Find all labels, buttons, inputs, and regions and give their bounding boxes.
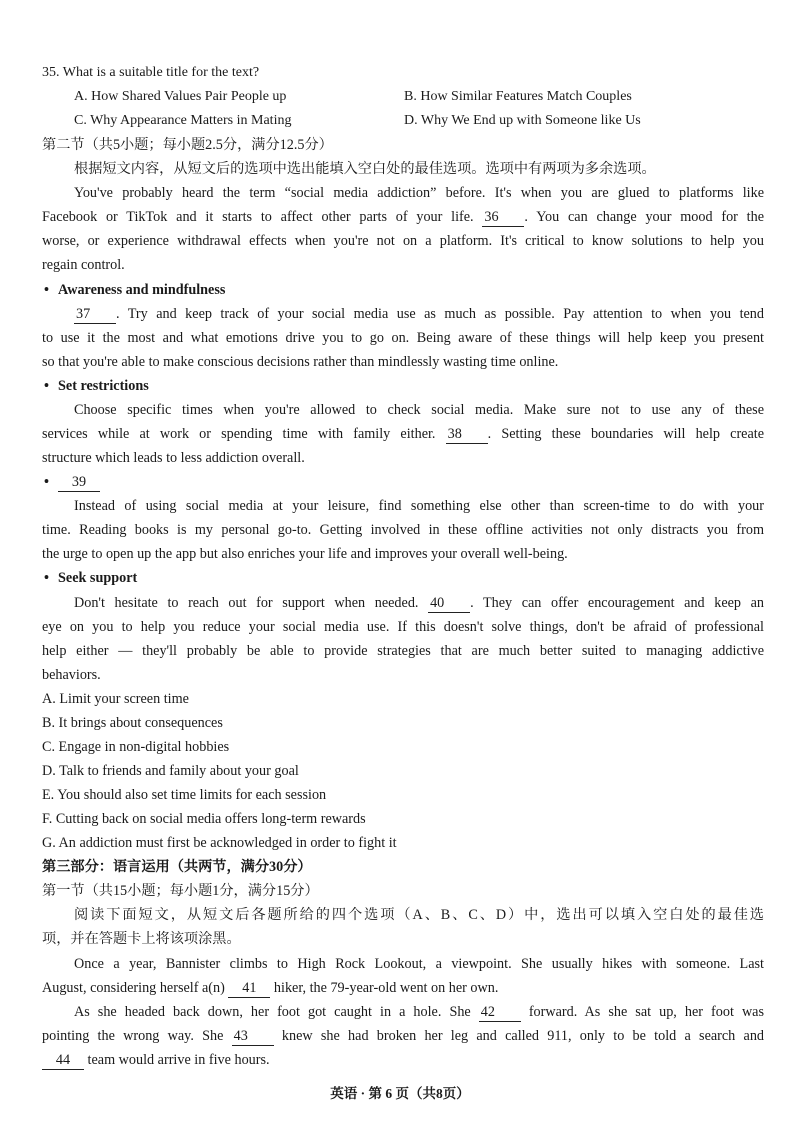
blank-43[interactable]: 43: [232, 1027, 274, 1046]
blank-36[interactable]: 36: [482, 208, 524, 227]
cloze-line-3: [74, 1003, 764, 1022]
subheading-awareness: [44, 281, 225, 299]
cloze-line-5: [42, 1051, 270, 1070]
blank-37[interactable]: 37: [74, 305, 116, 324]
section-2-instruction: 根据短文内容，从短文后的选项中选出能填入空白处的最佳选项。选项中有两项为多余选项。: [74, 161, 656, 177]
cloze-line-3-text-b: forward. As she sat up, her foot was: [528, 1004, 765, 1020]
part-3-instruction-line-2: 项，并在答题卡上将该项涂黑。: [42, 931, 241, 947]
paragraph-5-line-1-text-a: Don't hesitate to reach out for support when needed.: [74, 595, 419, 611]
part-3-instruction-line-1: 阅读下面短文，从短文后各题所给的四个选项（A、B、C、D）中，选出可以填入空白处的最佳选: [74, 907, 764, 923]
blank-42[interactable]: 42: [479, 1003, 521, 1022]
option-f: F. Cutting back on social media offers long-term rewards: [42, 811, 366, 827]
paragraph-5-line-3: help either — they'll probably be able to provide strategies that are much better suited to managing addictive: [42, 643, 764, 659]
subheading-restrictions-text: Set restrictions: [58, 378, 149, 394]
page-footer: 英语 · 第 6 页（共8页）: [330, 1086, 470, 1101]
paragraph-2-line-3: so that you're able to make conscious decisions rather than mindlessly wasting time online.: [42, 354, 559, 370]
part-3-subheading: 第一节（共15小题；每小题1分，满分15分）: [42, 883, 319, 899]
paragraph-3-line-3: structure which leads to less addiction overall.: [42, 450, 305, 466]
question-35-option-b: B. How Similar Features Match Couples: [404, 89, 632, 104]
section-2-heading: 第二节（共5小题；每小题2.5分，满分12.5分）: [42, 137, 333, 153]
paragraph-1-line-2: [42, 208, 764, 227]
paragraph-3-line-2-text-a: services while at work or spending time with family either.: [42, 426, 436, 442]
paragraph-5-line-1: [74, 594, 764, 613]
question-35-option-a: A. How Shared Values Pair People up: [74, 89, 287, 104]
option-e: E. You should also set time limits for each session: [42, 787, 327, 803]
paragraph-4-line-1: Instead of using social media at your leisure, find something else other than screen-time to do with your: [74, 498, 764, 514]
paragraph-2-line-2: to use it the most and what emotions drive you to go on. Being aware of these things will help keep you present: [42, 330, 764, 346]
subheading-blank-39: [44, 473, 100, 492]
blank-40[interactable]: 40: [428, 594, 470, 613]
paragraph-1-line-1: You've probably heard the term “social media addiction” before. It's when you are glued to platforms like: [74, 185, 764, 201]
subheading-support: [44, 569, 137, 587]
cloze-line-2: [42, 979, 498, 998]
cloze-line-4-text-a: pointing the wrong way. She: [42, 1028, 224, 1044]
blank-44[interactable]: 44: [42, 1051, 84, 1070]
subheading-restrictions: [44, 377, 149, 395]
paragraph-1-line-2-text-a: Facebook or TikTok and it starts to affect other parts of your life.: [42, 209, 474, 225]
paragraph-3-line-1: Choose specific times when you're allowed to check social media. Make sure not to use any of these: [74, 402, 764, 418]
option-c: C. Engage in non-digital hobbies: [42, 739, 230, 755]
option-d: D. Talk to friends and family about your goal: [42, 763, 299, 779]
option-b: B. It brings about consequences: [42, 715, 223, 731]
bullet-icon: •: [44, 282, 49, 298]
paragraph-3-line-2: [42, 425, 764, 444]
part-3-heading: 第三部分：语言运用（共两节，满分30分）: [42, 859, 312, 875]
paragraph-1-line-3: worse, or experience withdrawal effects when you're not on a platform. It's critical to know solutions to help you: [42, 233, 764, 249]
cloze-line-2-text-a: August, considering herself a(n): [42, 980, 225, 996]
cloze-line-3-text-a: As she headed back down, her foot got caught in a hole. She: [74, 1004, 471, 1020]
question-35-option-c: C. Why Appearance Matters in Mating: [74, 113, 292, 128]
blank-41[interactable]: 41: [228, 979, 270, 998]
paragraph-5-line-2: eye on you to help you reduce your social media use. If this doesn't solve things, don't be afraid of professional: [42, 619, 764, 635]
cloze-line-4-text-b: knew she had broken her leg and called 911, only to be told a search and: [281, 1028, 765, 1044]
cloze-line-5-text: team would arrive in five hours.: [87, 1052, 270, 1068]
blank-38[interactable]: 38: [446, 425, 488, 444]
paragraph-4-line-3: the urge to open up the app but also enriches your life and improves your overall well-being.: [42, 546, 568, 562]
bullet-icon: •: [44, 474, 49, 490]
option-a: A. Limit your screen time: [42, 691, 189, 707]
bullet-icon: •: [44, 378, 49, 394]
paragraph-1-line-2-text-b: . You can change your mood for the: [524, 209, 765, 225]
paragraph-5-line-1-text-b: . They can offer encouragement and keep an: [470, 595, 764, 611]
question-35-stem: 35. What is a suitable title for the text?: [42, 65, 260, 80]
paragraph-4-line-2: time. Reading books is my personal go-to. Getting involved in these offline activities not only distracts you from: [42, 522, 764, 538]
cloze-line-1: Once a year, Bannister climbs to High Rock Lookout, a viewpoint. She usually hikes with someone. Last: [74, 956, 764, 972]
blank-39[interactable]: 39: [58, 473, 100, 492]
option-g: G. An addiction must first be acknowledged in order to fight it: [42, 835, 397, 851]
subheading-support-text: Seek support: [58, 570, 138, 586]
subheading-awareness-text: Awareness and mindfulness: [58, 282, 226, 298]
question-35-option-d: D. Why We End up with Someone like Us: [404, 113, 641, 128]
cloze-line-4: [42, 1027, 764, 1046]
paragraph-1-line-4: regain control.: [42, 257, 125, 273]
paragraph-5-line-4: behaviors.: [42, 667, 101, 683]
paragraph-3-line-2-text-b: . Setting these boundaries will help create: [487, 426, 764, 442]
cloze-line-2-text-b: hiker, the 79-year-old went on her own.: [273, 980, 499, 996]
paragraph-2-line-1-text: . Try and keep track of your social media use as much as possible. Pay attention to when you tend: [116, 306, 764, 322]
paragraph-2-line-1: [74, 305, 764, 324]
bullet-icon: •: [44, 570, 49, 586]
